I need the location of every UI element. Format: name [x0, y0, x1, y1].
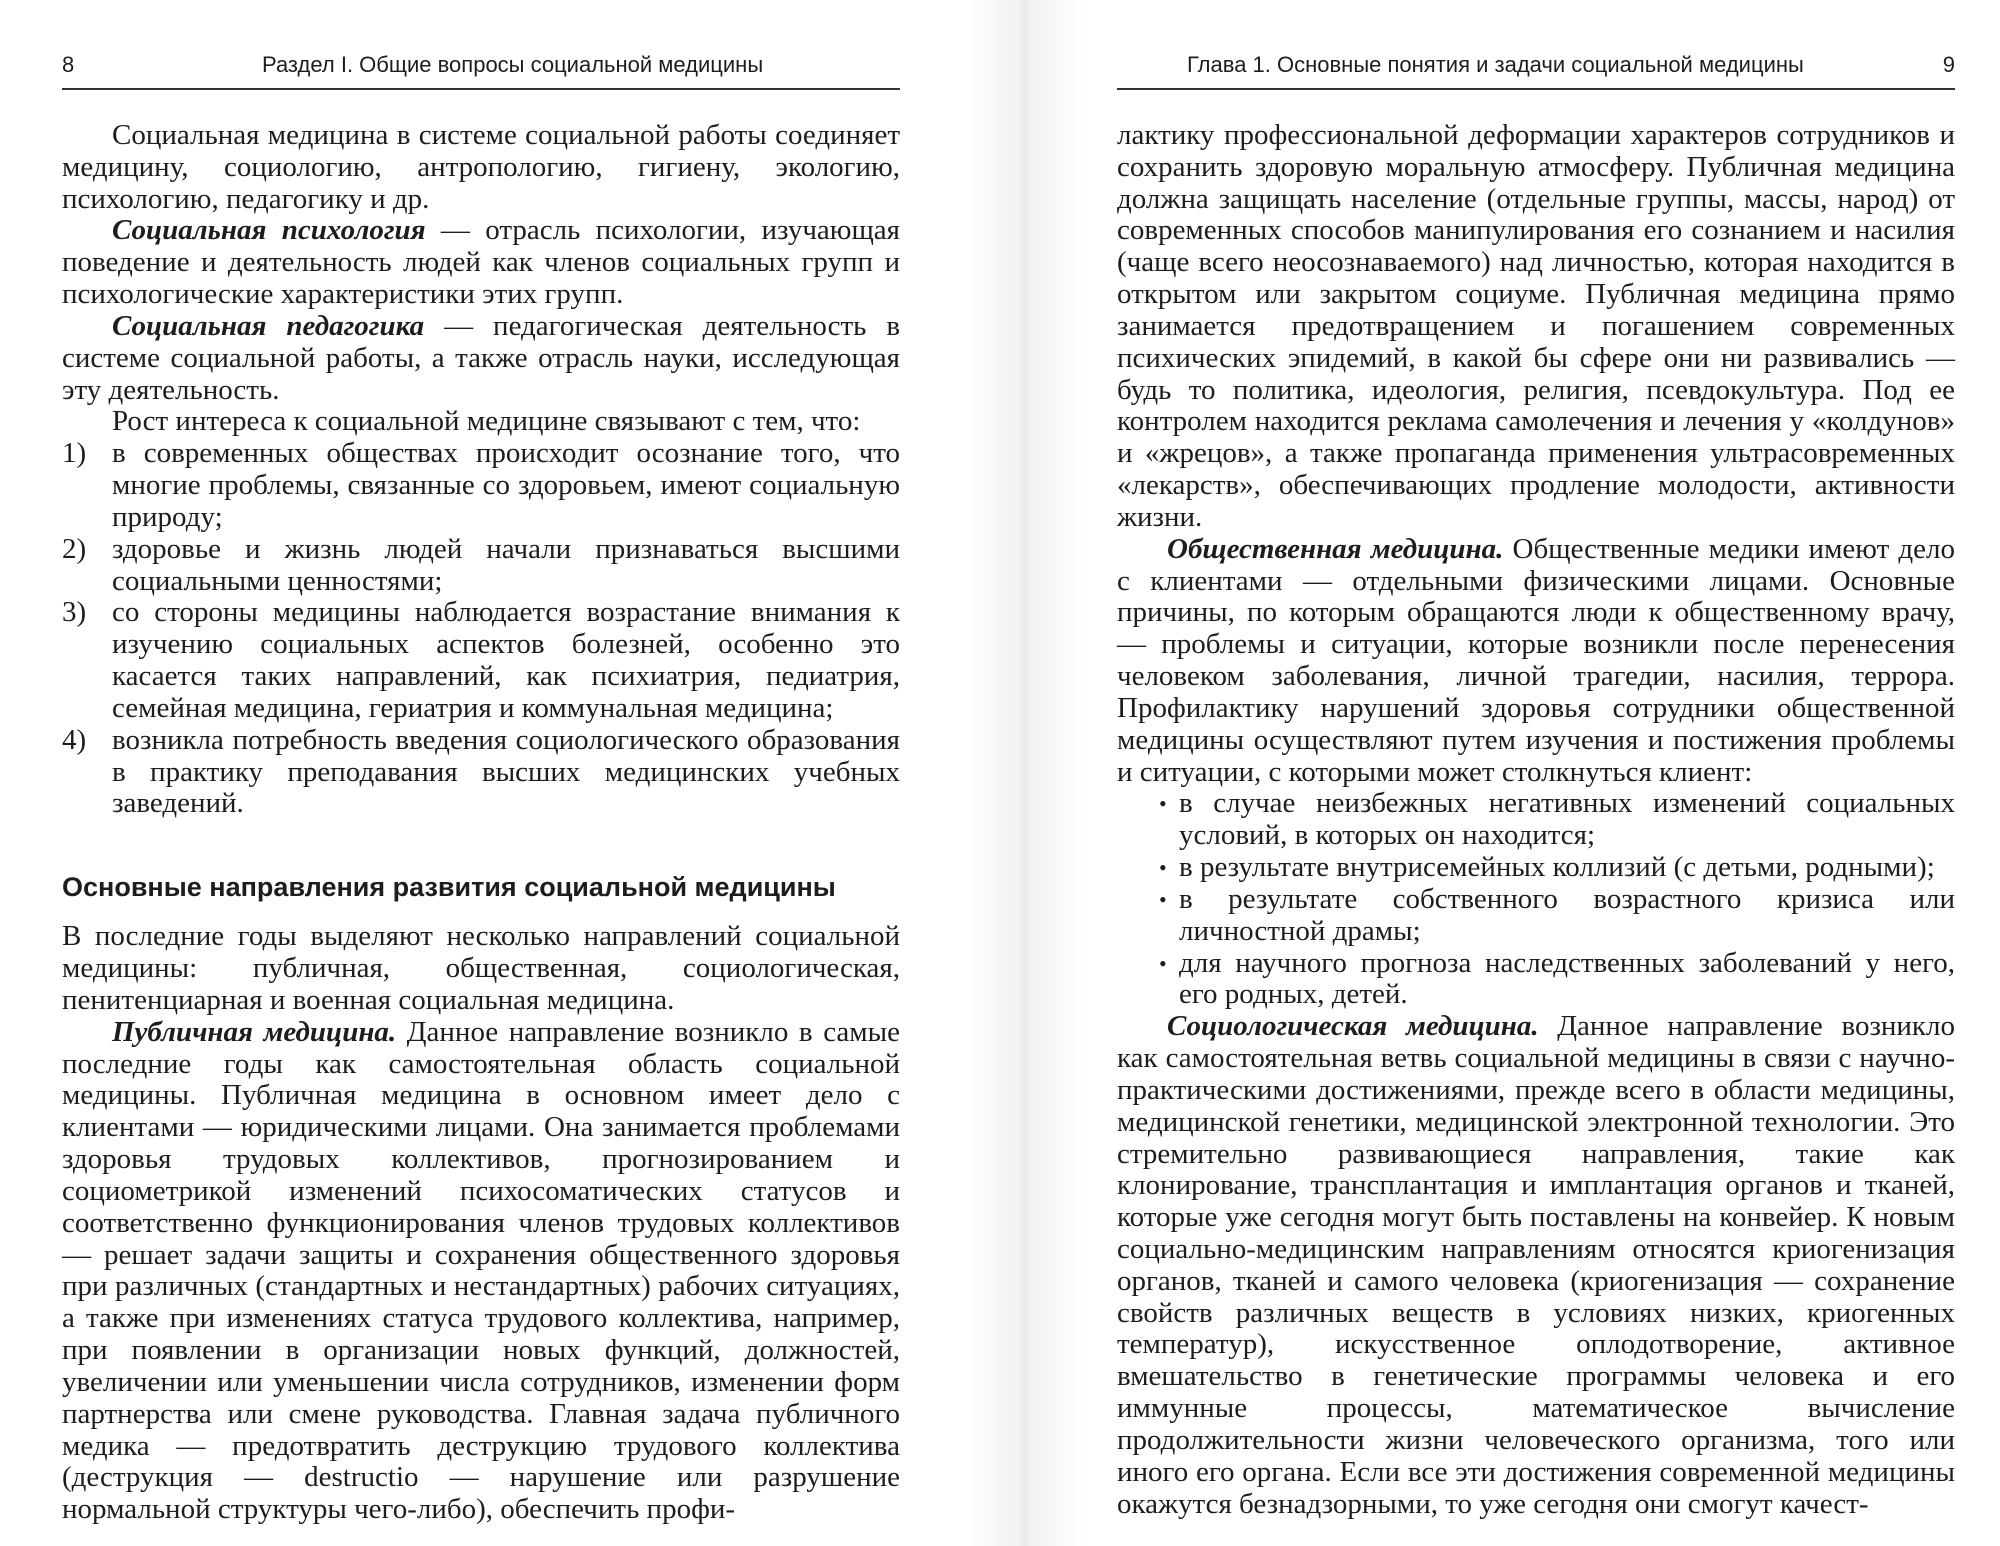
definition-paragraph [1117, 534, 1955, 789]
list-item [62, 725, 900, 820]
list-item-text: в случае неизбежных негативных изменений социальных условий, в которых он находится; [1179, 787, 1955, 852]
definition-paragraph [62, 1017, 900, 1526]
list-item-text: со стороны медицины наблюдается возрастание внимания к изучению социальных аспектов болезней, особенно это касается таких направлений, как психиатрия, педиатрия, семейная медицина, гериатрия и коммунальная медицина; [112, 596, 900, 724]
left-page [62, 0, 900, 1546]
list-marker: 4) [62, 723, 87, 756]
list-item-text: в результате собственного возрастного кризиса или личностной драмы; [1179, 882, 1955, 947]
term: Социальная психология [112, 214, 426, 247]
list-item [62, 597, 900, 724]
term: Общественная медицина. [1167, 532, 1504, 565]
list-item [62, 438, 900, 533]
list-item [1117, 948, 1955, 1012]
list-item [1117, 788, 1955, 852]
list-item-text: здоровье и жизнь людей начали признаваться высшими социальными ценностями; [112, 532, 900, 597]
paragraph: В последние годы выделяют несколько направлений социальной медицины: публичная, общественная, социологическая, пенитенциарная и военная социальная медицина. [62, 920, 900, 1016]
term: Социальная педагогика [112, 309, 425, 342]
term: Социологическая медицина. [1167, 1010, 1539, 1043]
list-marker: 1) [62, 437, 87, 470]
definition-paragraph [62, 311, 900, 406]
bullet-marker: • [1159, 950, 1167, 976]
left-page-number: 8 [62, 52, 75, 77]
paragraph: Социальная медицина в системе социальной работы соединяет медицину, социологию, антропологию, гигиену, экологию, психологию, педагогику и др. [62, 119, 900, 215]
list-item [1117, 852, 1955, 884]
paragraph: лактику профессиональной деформации характеров сотрудников и сохранить здоровую моральную атмосферу. Публичная медицина должна защищать население (отдельные группы, массы, народ) от современных способов манипулирования его сознанием и насилия (чаще всего неосознаваемого) над личностью, которая находится в открытом или закрытом социуме. Публичная медицина прямо занимается предотвращением и погашением современных психических эпидемий, в какой бы сфере они ни развивались — будь то политика, идеология, религия, псевдокультура. Под ее контролем находится реклама самолечения и лечения у «колдунов» и «жрецов», а также пропаганда применения ультрасовременных «лекарств», обеспечивающих продление молодости, активности жизни. [1117, 119, 1955, 533]
book-gutter [965, 0, 1085, 1546]
list-item-text: в результате внутрисемейных коллизий (с детьми, родными); [1179, 851, 1935, 884]
right-running-head-title: Глава 1. Основные понятия и задачи социальной медицины [1187, 52, 1804, 77]
section-heading: Основные направления развития социальной медицины [62, 872, 836, 903]
list-marker: 3) [62, 596, 87, 629]
left-running-head-title: Раздел I. Общие вопросы социальной медицины [262, 52, 764, 77]
bullet-marker: • [1159, 855, 1167, 881]
definition-paragraph [1117, 1011, 1955, 1520]
list-item-text: возникла потребность введения социологического образования в практику преподавания высших медицинских учебных заведений. [112, 723, 900, 820]
list-item [1117, 884, 1955, 948]
definition-paragraph [62, 215, 900, 310]
bullet-marker: • [1159, 886, 1167, 912]
right-page-body [1117, 120, 1955, 1520]
list-item [62, 534, 900, 598]
definition-text: Данное направление возникло как самостоятельная ветвь социальной медицины в связи с научно-практическими достижениями, прежде всего в области медицины, медицинской генетики, медицинской электронной технологии. Это стремительно развивающиеся направления, такие как клонирование, трансплантация и имплантация органов и тканей, которые уже сегодня могут быть поставлены на конвейер. К новым социально-медицинским направлениям относятся криогенизация органов, тканей и самого человека (криогенизация — сохранение свойств различных веществ в условиях низких, криогенных температур), искусственное оплодотворение, активное вмешательство в генетические программы человека и его иммунные процессы, математическое вычисление продолжительности жизни человеческого организма, того или иного его органа. Если все эти достижения современной медицины окажутся безнадзорными, то уже сегодня они смогут качест- [1117, 1010, 1955, 1520]
paragraph: Рост интереса к социальной медицине связывают с тем, что: [112, 405, 861, 438]
definition-text: — педагогическая деятельность в системе социальной работы, а также отрасль науки, исследующая эту деятельность. [62, 309, 901, 406]
term: Публичная медицина. [112, 1015, 397, 1048]
bullet-list [1117, 788, 1955, 1011]
list-item-text: для научного прогноза наследственных заболеваний у него, его родных, детей. [1179, 946, 1955, 1011]
right-page-number: 9 [1942, 52, 1955, 77]
left-running-header [62, 52, 900, 90]
right-running-header [1117, 52, 1955, 90]
left-page-body [62, 120, 900, 1526]
list-item-text: в современных обществах происходит осознание того, что многие проблемы, связанные со здоровьем, имеют социальную природу; [112, 437, 900, 533]
definition-text: — отрасль психологии, изучающая поведение и деятельность людей как членов социальных групп и психологические характеристики этих групп. [62, 214, 900, 311]
definition-text: Общественные медики имеют дело с клиентами — отдельными физическими лицами. Основные причины, по которым обращаются люди к общественному врачу, — проблемы и ситуации, которые возникли после перенесения человеком заболевания, личной трагедии, насилия, террора. Профилактику нарушений здоровья сотрудники общественной медицины осуществляют путем изучения и постижения проблемы и ситуации, с которыми может столкнуться клиент: [1117, 532, 1955, 788]
numbered-list [62, 438, 900, 820]
list-marker: 2) [62, 532, 87, 565]
right-page [1117, 0, 1955, 1546]
bullet-marker: • [1159, 791, 1167, 817]
definition-text: Данное направление возникло в самые последние годы как самостоятельная область социальной медицины. Публичная медицина в основном имеет дело с клиентами — юридическими лицами. Она занимается проблемами здоровья трудовых коллективов, прогнозированием и социометрикой изменений психосоматических статусов и соответственно функционирования членов трудовых коллективов — решает задачи защиты и сохранения общественного здоровья при различных (стандартных и нестандартных) рабочих ситуациях, а также при изменениях статуса трудового коллектива, например, при появлении в организации новых функций, должностей, увеличении или уменьшении числа сотрудников, изменении форм партнерства или смене руководства. Главная задача публичного медика — предотвратить деструкцию трудового коллектива (деструкция — destructio — нарушение или разрушение нормальной структуры чего-либо), обеспечить профи- [62, 1015, 900, 1526]
